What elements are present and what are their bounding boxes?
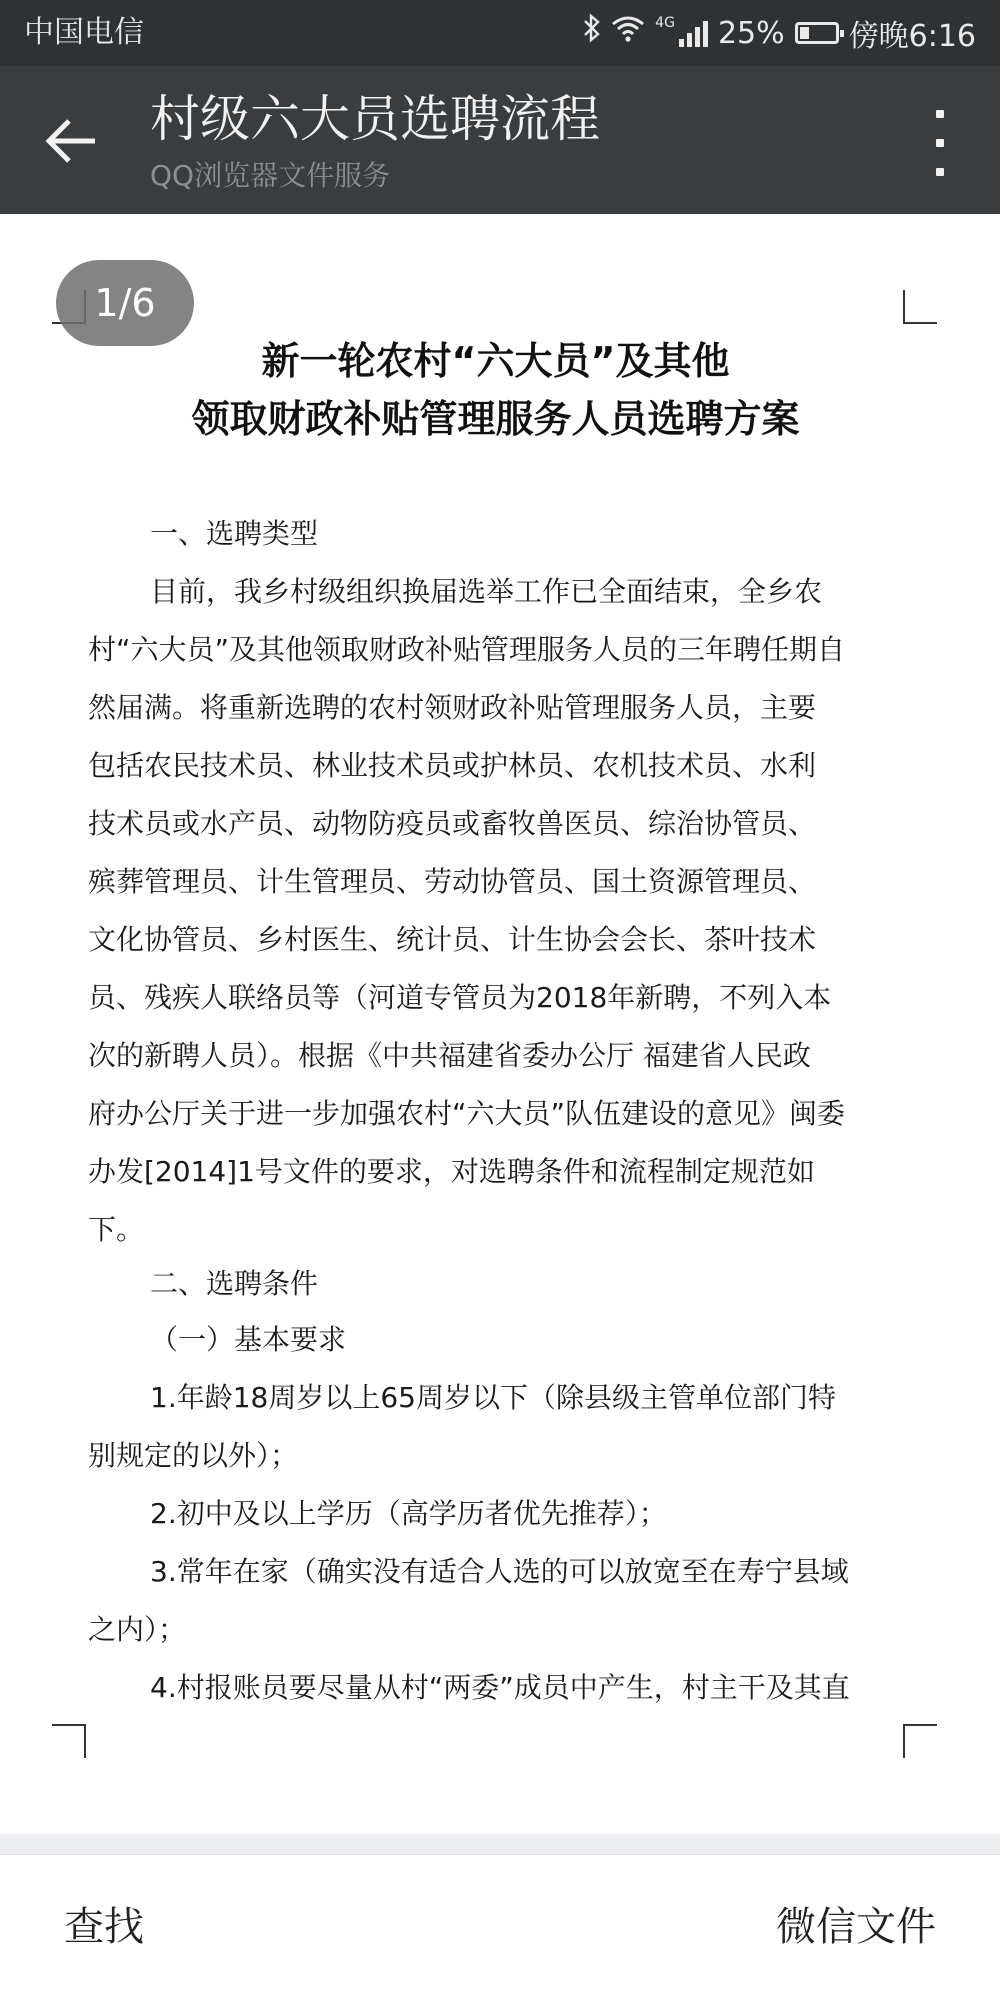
paragraph-line: 然届满。将重新选聘的农村领财政补贴管理服务人员，主要: [88, 691, 817, 724]
clock: 傍晚6:16: [848, 19, 976, 54]
paragraph-line: 员、残疾人联络员等（河道专管员为2018年新聘，不列入本: [88, 981, 832, 1014]
paragraph-line: 3.常年在家（确实没有适合人选的可以放宽至在寿宁县域: [150, 1555, 849, 1588]
arrow-left-icon: [43, 116, 99, 166]
paragraph-line: 次的新聘人员）。根据《中共福建省委办公厅 福建省人民政: [88, 1039, 811, 1072]
battery-icon: [795, 22, 839, 44]
toolbar: [0, 66, 1000, 214]
paragraph-line: 殡葬管理员、计生管理员、劳动协管员、国土资源管理员、: [88, 865, 817, 898]
network-type: 4G: [655, 15, 675, 31]
paragraph-line: 4.村报账员要尽量从村“两委”成员中产生，村主干及其直: [150, 1671, 850, 1704]
paragraph-line: 技术员或水产员、动物防疫员或畜牧兽医员、综治协管员、: [88, 807, 817, 840]
paragraph-line: 包括农民技术员、林业技术员或护林员、农机技术员、水利: [88, 749, 817, 782]
page-corner-mark: [903, 290, 937, 324]
page-indicator: 1/6: [56, 260, 194, 346]
status-icons: [583, 14, 976, 52]
battery-percent: 25%: [717, 15, 785, 51]
carrier-label: 中国电信: [24, 15, 144, 50]
paragraph-line: 1.年龄18周岁以上65周岁以下（除县级主管单位部门特: [150, 1381, 836, 1414]
page-title: 村级六大员选聘流程: [150, 90, 600, 148]
document-title-line2: 领取财政补贴管理服务人员选聘方案: [191, 397, 800, 441]
signal-icon: [679, 19, 708, 47]
more-vertical-icon: [936, 110, 944, 118]
page-divider: [0, 1834, 1000, 1854]
wechat-files-button[interactable]: 微信文件: [776, 1904, 936, 1950]
paragraph-line: 2.初中及以上学历（高学历者优先推荐）；: [150, 1497, 667, 1530]
more-dot: [936, 168, 944, 176]
bottom-bar: [0, 1854, 1000, 2000]
battery-fill: [800, 27, 809, 39]
page-corner-mark: [903, 1724, 937, 1758]
section-heading: 一、选聘类型: [150, 517, 319, 550]
bluetooth-icon: [583, 13, 601, 53]
more-button[interactable]: [920, 110, 960, 176]
paragraph-line: 别规定的以外）；: [88, 1439, 299, 1472]
more-dot: [936, 139, 944, 147]
paragraph-line: 文化协管员、乡村医生、统计员、计生协会会长、茶叶技术: [88, 923, 817, 956]
back-button[interactable]: [36, 106, 106, 176]
find-button[interactable]: 查找: [64, 1904, 144, 1950]
paragraph-line: 下。: [88, 1213, 145, 1246]
document-title-line1: 新一轮农村“六大员”及其他: [261, 339, 730, 383]
status-bar: [0, 0, 1000, 66]
paragraph-line: 目前，我乡村级组织换届选举工作已全面结束，全乡农: [150, 575, 823, 608]
paragraph-line: 村“六大员”及其他领取财政补贴管理服务人员的三年聘任期自: [88, 633, 846, 666]
subsection-heading: （一）基本要求: [150, 1323, 347, 1356]
section-heading: 二、选聘条件: [150, 1267, 319, 1300]
paragraph-line: 办发[2014]1号文件的要求，对选聘条件和流程制定规范如: [88, 1155, 815, 1188]
paragraph-line: 府办公厅关于进一步加强农村“六大员”队伍建设的意见》闽委: [88, 1097, 846, 1130]
page-corner-mark: [52, 1724, 86, 1758]
paragraph-line: 之内）；: [88, 1613, 187, 1646]
wifi-icon: [611, 14, 645, 52]
page-subtitle: QQ浏览器文件服务: [150, 159, 391, 192]
